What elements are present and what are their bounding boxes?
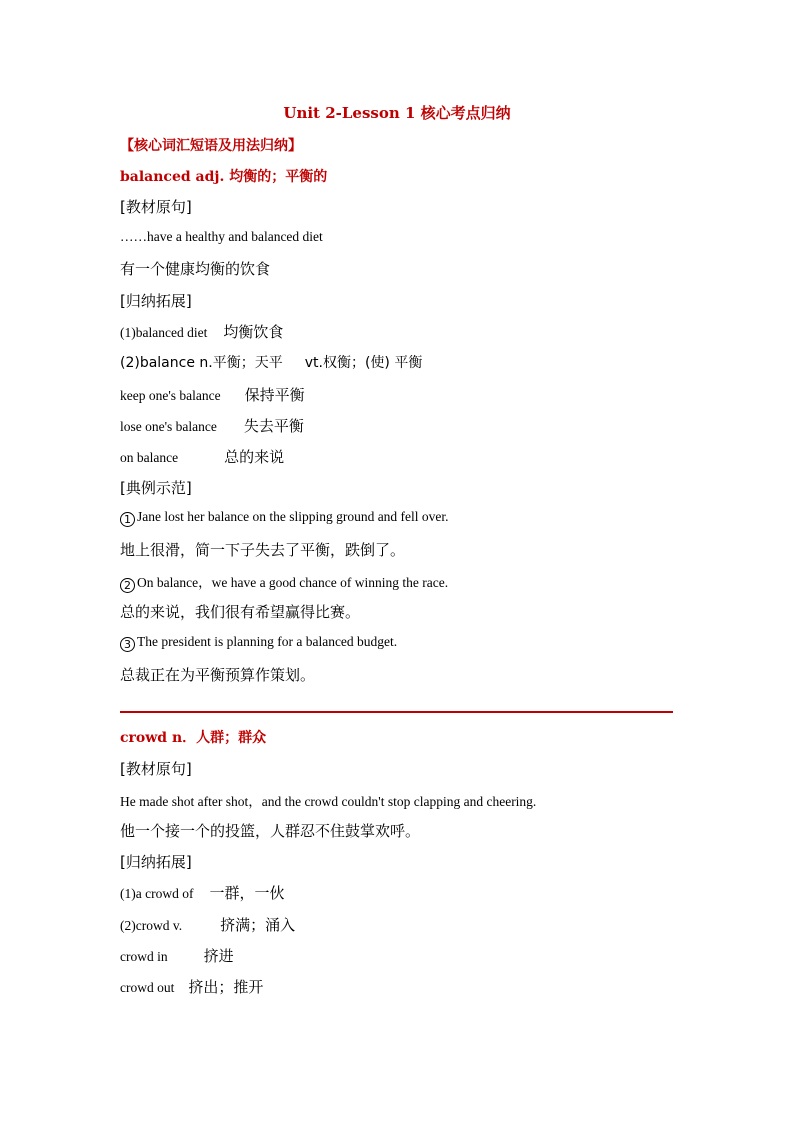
extension-item: (1)a crowd of 一群，一伙 xyxy=(120,884,285,902)
extension-item: crowd out 挤出；推开 xyxy=(120,978,264,996)
section-divider xyxy=(120,711,673,713)
circled-number: 3 xyxy=(120,637,135,652)
source-tag: [教材原句] xyxy=(120,198,192,216)
entry-heading-crowd: crowd n．人群；群众 xyxy=(120,730,267,746)
example-sentence-en: 1 Jane lost her balance on the slipping ground and fell over. xyxy=(120,509,449,527)
example-sentence-en: 2 On balance，we have a good chance of winning the race. xyxy=(120,571,448,593)
extension-item: crowd in 挤进 xyxy=(120,947,234,965)
circled-number: 2 xyxy=(120,578,135,593)
extension-item: keep one's balance 保持平衡 xyxy=(120,386,305,404)
example-sentence-en: 3 The president is planning for a balanced budget. xyxy=(120,634,397,652)
example-sentence-zh: 地上很滑，简一下子失去了平衡，跌倒了。 xyxy=(120,541,406,559)
example-sentence-zh: 总的来说，我们很有希望赢得比赛。 xyxy=(120,603,361,621)
entry-heading-balanced: balanced adj. 均衡的；平衡的 xyxy=(120,169,328,185)
extension-item: (2)balance n.平衡；天平 vt.权衡；(使) 平衡 xyxy=(120,355,423,371)
example-tag: [典例示范] xyxy=(120,479,192,497)
example-sentence-zh: 总裁正在为平衡预算作策划。 xyxy=(120,666,316,684)
source-sentence-zh: 有一个健康均衡的饮食 xyxy=(120,260,271,278)
page-title: Unit 2-Lesson 1 核心考点归纳 xyxy=(283,104,511,122)
extension-item: on balance 总的来说 xyxy=(120,448,285,466)
extension-tag: [归纳拓展] xyxy=(120,292,192,310)
section-header: 【核心词汇短语及用法归纳】 xyxy=(120,138,302,154)
extension-item: lose one's balance 失去平衡 xyxy=(120,417,304,435)
circled-number: 1 xyxy=(120,512,135,527)
source-sentence-zh: 他一个接一个的投篮，人群忍不住鼓掌欢呼。 xyxy=(120,822,421,840)
source-tag: [教材原句] xyxy=(120,760,192,778)
extension-item: (1)balanced diet 均衡饮食 xyxy=(120,323,284,341)
extension-item: (2)crowd v. 挤满；涌入 xyxy=(120,916,296,934)
extension-tag: [归纳拓展] xyxy=(120,853,192,871)
source-sentence-en: He made shot after shot，and the crowd couldn't stop clapping and cheering. xyxy=(120,794,537,809)
source-sentence-en: ……have a healthy and balanced diet xyxy=(120,229,323,244)
